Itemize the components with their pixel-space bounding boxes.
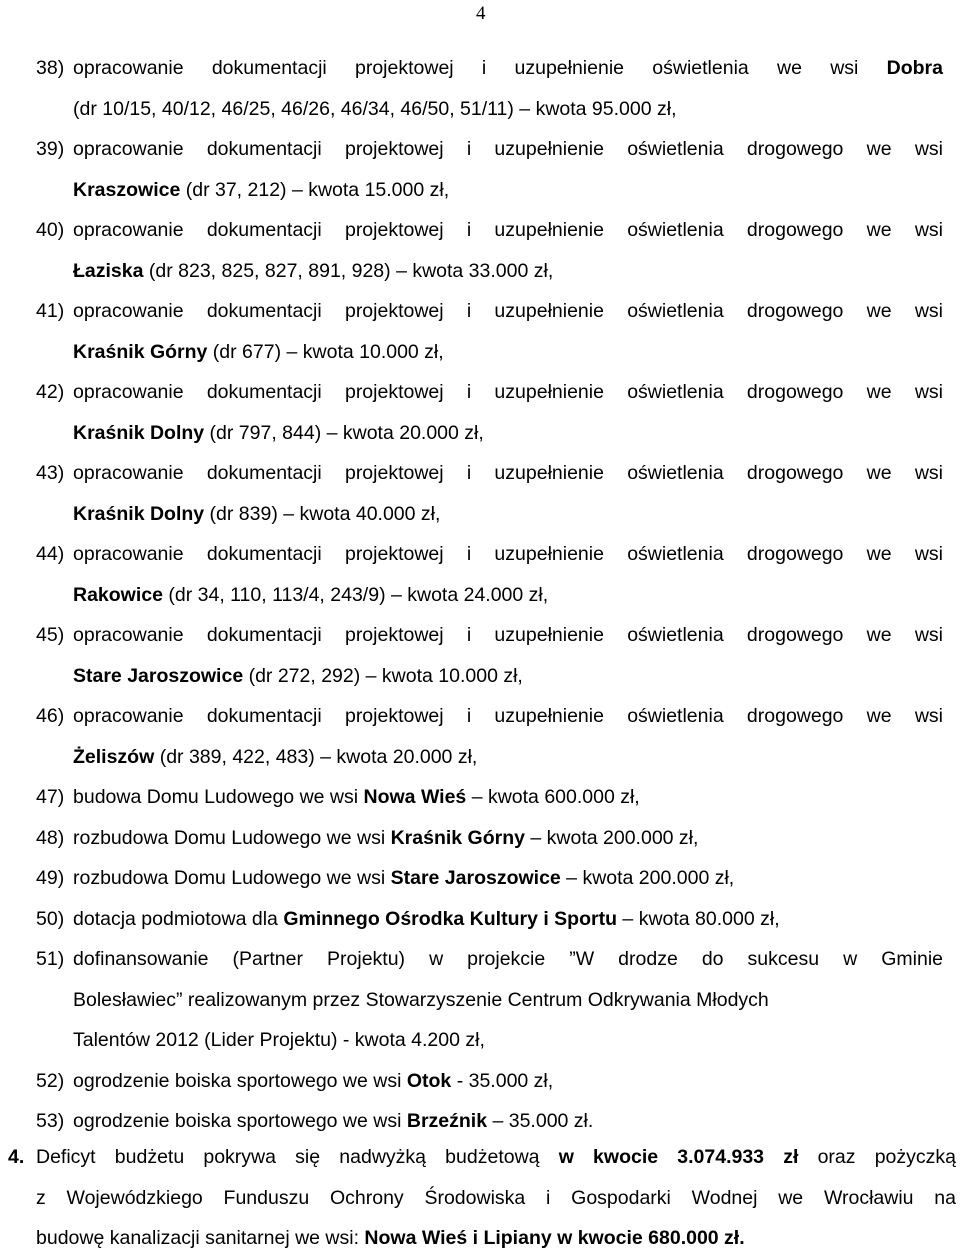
text-run: opracowanie dokumentacji projektowej i uzupełnienie oświetlenia drogowego we wsi: [73, 624, 943, 646]
text-run: rozbudowa Domu Ludowego we wsi: [73, 826, 391, 849]
bold-text: Dobra: [886, 57, 943, 79]
list-item-number: 46): [36, 705, 65, 727]
text-run: opracowanie dokumentacji projektowej i uzupełnienie oświetlenia drogowego we wsi: [73, 300, 943, 322]
list-item-line: [73, 615, 943, 656]
list-item-line: [73, 48, 943, 89]
list-item: [0, 858, 960, 899]
list-item-continuation: [73, 89, 960, 130]
list-item-number: 50): [36, 907, 65, 930]
text-run: opracowanie dokumentacji projektowej i uzupełnienie oświetlenia drogowego we wsi: [73, 138, 943, 160]
list-item: [0, 899, 960, 940]
list-item-number: 39): [36, 138, 65, 160]
list-item: [0, 453, 960, 534]
bold-text: Łaziska: [73, 259, 144, 282]
list-item-line: [73, 1101, 960, 1142]
bold-text: Kraśnik Dolny: [73, 421, 205, 444]
text-run: (dr 797, 844) – kwota 20.000 zł,: [204, 421, 484, 444]
text-run: (dr 10/15, 40/12, 46/25, 46/26, 46/34, 46/50, 51/11) – kwota 95.000 zł,: [73, 97, 677, 120]
text-run: budowa Domu Ludowego we wsi: [73, 786, 364, 808]
list-item: [0, 372, 960, 453]
bold-text: Otok: [406, 1069, 452, 1092]
bold-text: Stare Jaroszowice: [390, 867, 561, 889]
list-item: [0, 291, 960, 372]
list-item-number: 47): [36, 786, 65, 808]
text-run: rozbudowa Domu Ludowego we wsi: [73, 867, 391, 889]
text-run: Bolesławiec” realizowanym przez Stowarzyszenie Centrum Odkrywania Młodych: [73, 988, 769, 1011]
paragraph-4-label: 4.: [8, 1146, 25, 1168]
bold-text: Gminnego Ośrodka Kultury i Sportu: [283, 907, 618, 930]
list-item-continuation: [73, 980, 960, 1021]
list-item-continuation: [73, 170, 960, 211]
text-run: ogrodzenie boiska sportowego we wsi: [73, 1110, 407, 1132]
list-item-line: [73, 696, 943, 737]
text-run: dotacja podmiotowa dla: [73, 907, 284, 930]
list-item-line: [73, 858, 960, 899]
text-run: opracowanie dokumentacji projektowej i uzupełnienie oświetlenia drogowego we wsi: [73, 219, 943, 241]
bold-text: Kraśnik Górny: [390, 826, 525, 849]
list-item-line: [73, 939, 943, 980]
list-item-number: 38): [36, 57, 65, 79]
list-item-number: 40): [36, 219, 65, 241]
bold-text: Kraśnik Górny: [73, 340, 208, 363]
list-item: [0, 534, 960, 615]
text-run: opracowanie dokumentacji projektowej i uzupełnienie oświetlenia drogowego we wsi: [73, 462, 943, 484]
list-item: [0, 777, 960, 818]
list-item-continuation: [73, 413, 960, 454]
list-item: [0, 1061, 960, 1102]
list-item-number: 41): [36, 300, 65, 322]
text-run: budowę kanalizacji sanitarnej we wsi:: [36, 1227, 365, 1249]
text-run: opracowanie dokumentacji projektowej i uzupełnienie oświetlenia drogowego we wsi: [73, 705, 943, 727]
bold-text: Żeliszów: [73, 745, 155, 768]
text-run: opracowanie dokumentacji projektowej i uzupełnienie oświetlenia drogowego we wsi: [73, 543, 943, 565]
list-item-number: 44): [36, 543, 65, 565]
list-item-continuation: [73, 251, 960, 292]
list-item: [0, 939, 960, 1061]
text-run: Talentów 2012 (Lider Projektu) - kwota 4.200 zł,: [73, 1029, 485, 1051]
text-run: - 35.000 zł,: [451, 1069, 554, 1092]
list-item: [0, 1101, 960, 1142]
text-run: (dr 677) – kwota 10.000 zł,: [207, 340, 444, 363]
list-item-continuation: [73, 656, 960, 697]
list-item-number: 52): [36, 1069, 65, 1092]
text-run: (dr 34, 110, 113/4, 243/9) – kwota 24.000 zł,: [162, 583, 549, 606]
list-item-number: 53): [36, 1110, 65, 1132]
list-item-line: [73, 534, 943, 575]
list-item-line: [73, 818, 960, 859]
bold-text: Kraszowice: [73, 178, 181, 201]
list-item-continuation: [73, 1020, 960, 1061]
list-item-number: 42): [36, 381, 65, 403]
text-run: opracowanie dokumentacji projektowej i uzupełnienie oświetlenia we wsi: [73, 57, 887, 79]
list-item-line: [73, 291, 943, 332]
bold-text: Stare Jaroszowice: [73, 664, 244, 687]
text-run: – kwota 200.000 zł,: [524, 826, 699, 849]
bold-text: Brzeźnik: [406, 1110, 488, 1132]
text-run: z Wojewódzkiego Funduszu Ochrony Środowiska i Gospodarki Wodnej we Wrocławiu na: [36, 1186, 956, 1209]
list-item: [0, 129, 960, 210]
bold-text: Nowa Wieś i Lipiany w kwocie 680.000 zł.: [364, 1227, 745, 1249]
bold-text: Nowa Wieś: [363, 786, 467, 808]
list-item-line: [73, 372, 943, 413]
list-item-line: [73, 453, 943, 494]
text-run: (dr 389, 422, 483) – kwota 20.000 zł,: [154, 745, 478, 768]
bold-text: Kraśnik Dolny: [73, 502, 205, 525]
text-run: – kwota 80.000 zł,: [617, 907, 780, 930]
text-run: – kwota 600.000 zł,: [466, 786, 640, 808]
bold-text: w kwocie 3.074.933 zł: [558, 1146, 799, 1168]
paragraph-4-line-2: [36, 1178, 956, 1219]
list-item-continuation: [73, 575, 960, 616]
text-run: – kwota 200.000 zł,: [560, 867, 735, 889]
text-run: (dr 839) – kwota 40.000 zł,: [204, 502, 441, 525]
list-item-line: [73, 1061, 960, 1102]
list-item-continuation: [73, 737, 960, 778]
list-item-number: 48): [36, 826, 65, 849]
list-item-number: 45): [36, 624, 65, 646]
text-run: (dr 37, 212) – kwota 15.000 zł,: [180, 178, 450, 201]
text-run: (dr 272, 292) – kwota 10.000 zł,: [243, 664, 523, 687]
investment-list: [0, 48, 960, 1142]
list-item: [0, 615, 960, 696]
list-item-line: [73, 899, 960, 940]
list-item-number: 43): [36, 462, 65, 484]
bold-text: Rakowice: [73, 583, 163, 606]
list-item-line: [73, 777, 960, 818]
paragraph-4-line-3: [36, 1218, 956, 1259]
list-item-line: [73, 129, 943, 170]
list-item: [0, 210, 960, 291]
list-item: [0, 48, 960, 129]
paragraph-4: [0, 1137, 960, 1259]
text-run: – 35.000 zł.: [487, 1110, 594, 1132]
text-run: (dr 823, 825, 827, 891, 928) – kwota 33.000 zł,: [143, 259, 554, 282]
text-run: oraz pożyczką: [798, 1146, 956, 1168]
paragraph-4-line-1: [36, 1137, 956, 1178]
text-run: dofinansowanie (Partner Projektu) w projekcie ”W drodze do sukcesu w Gminie: [73, 948, 943, 970]
list-item-number: 51): [36, 948, 65, 970]
list-item-continuation: [73, 332, 960, 373]
text-run: Deficyt budżetu pokrywa się nadwyżką budżetową: [36, 1146, 559, 1168]
list-item-continuation: [73, 494, 960, 535]
page-number: 4: [476, 3, 486, 24]
list-item-number: 49): [36, 867, 65, 889]
text-run: opracowanie dokumentacji projektowej i uzupełnienie oświetlenia drogowego we wsi: [73, 381, 943, 403]
list-item: [0, 818, 960, 859]
list-item-line: [73, 210, 943, 251]
text-run: ogrodzenie boiska sportowego we wsi: [73, 1069, 407, 1092]
list-item: [0, 696, 960, 777]
